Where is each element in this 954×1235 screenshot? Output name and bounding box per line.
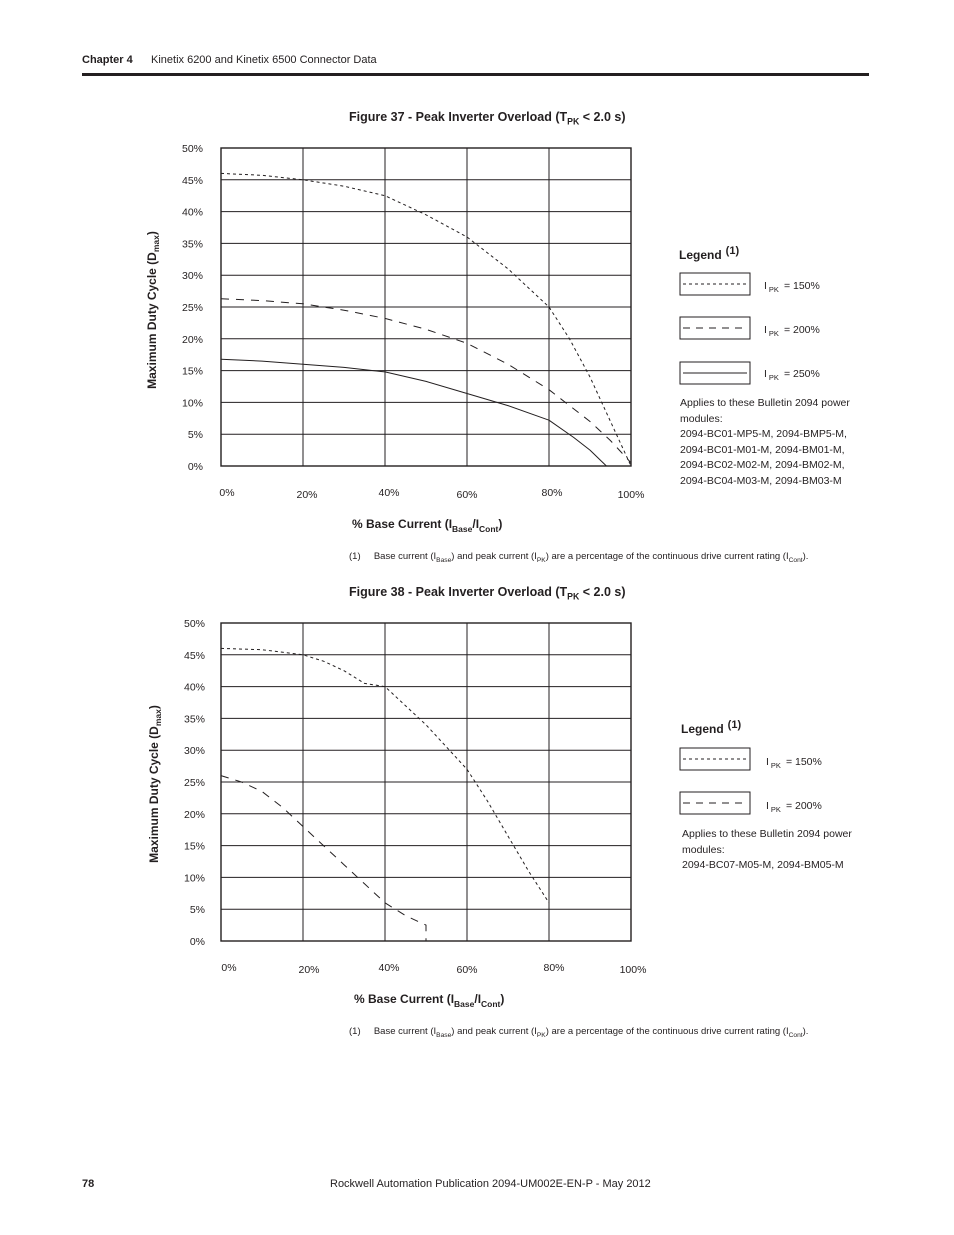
svg-text:IPK= 200%: I $_{PK}$ = 200% [764,324,820,338]
series-line-1 [221,776,426,941]
legend-item-200 [680,792,822,814]
x-tick-label: 100% [619,964,647,976]
y-tick-label: 10% [181,397,203,410]
x-tick-label: 80% [541,487,563,499]
y-tick-label: 30% [183,745,205,758]
x-tick-label: 20% [296,489,318,501]
y-tick-label: 25% [183,777,205,789]
x-tick-label: 80% [543,962,565,974]
y-tick-label: 35% [183,713,205,726]
y-tick-label: 35% [181,238,203,251]
tick-labels [184,618,646,976]
figure-38-title: Figure 38 - Peak Inverter Overload ($T_{PK} < 2.0$ s) [349,585,626,602]
y-axis-label: Maximum Duty Cycle $(D_{max})$ [147,705,163,863]
x-axis-label: % Base Current $(I_{Base}/I_{Cont})$ [352,517,503,534]
y-axis-label: Maximum Duty Cycle $(D_{max})$ [145,231,161,389]
y-tick-label: 0% [187,461,203,473]
figure-38-applies-note: Applies to these Bulletin 2094 power modules: 2094-BC07-M05-M, 2094-BM05-M [682,828,852,871]
x-tick-label: 40% [378,962,400,974]
svg-text:IPK= 250%: I $_{PK}$ = 250% [764,368,820,382]
y-tick-label: 25% [181,302,203,314]
legend-title: Legend (1) [681,719,742,736]
chapter-title: Kinetix 6200 and Kinetix 6500 Connector Data [151,54,377,66]
figure-37-applies-note: Applies to these Bulletin 2094 power modules: 2094-BC01-MP5-M, 2094-BMP5-M, 2094-BC01-M01-M, 2094-BM01-M, 2094-BC02-M02-M, 2094-BM02-M, 2094-BC04-M03-M, 2094-BM03-M [680,397,850,487]
x-tick-label: 60% [456,964,478,976]
y-tick-label: 45% [181,174,203,187]
svg-text:IPK= 150%: I $_{PK}$ = 150% [764,280,820,294]
figure-37-footnote: (1) Base current $(I_{Base})$ and peak current $(I_{PK})$ are a percentage of the continuous drive current rating $(I_{Cont})$. [349,551,809,564]
y-tick-label: 30% [181,270,203,283]
y-tick-label: 0% [189,936,205,948]
figure-37-title: Figure 37 - Peak Inverter Overload ($T_{PK} < 2.0$ s) [349,110,626,127]
page-number: 78 [82,1178,95,1190]
y-tick-label: 40% [181,206,203,219]
x-tick-label: 40% [378,487,400,499]
y-tick-label: 45% [183,649,205,662]
y-tick-label: 10% [183,872,205,885]
svg-text:IPK= 200%: I $_{PK}$ = 200% [766,800,822,814]
x-tick-label: 60% [456,489,478,501]
y-tick-label: 5% [189,904,205,917]
chapter-label: Chapter 4 [82,54,133,66]
y-tick-label: 20% [181,333,203,346]
x-tick-label: 100% [617,489,645,501]
y-tick-label: 40% [183,681,205,694]
legend-item-150 [680,748,822,770]
y-tick-label: 15% [183,840,205,853]
x-tick-label: 0% [221,962,237,974]
svg-text:IPK= 150%: I $_{PK}$ = 150% [766,756,822,770]
x-axis-label: % Base Current $(I_{Base}/I_{Cont})$ [354,992,505,1009]
y-tick-label: 50% [183,618,205,630]
y-tick-label: 5% [187,429,203,442]
figure-38-footnote: (1) Base current $(I_{Base})$ and peak current $(I_{PK})$ are a percentage of the continuous drive current rating $(I_{Cont})$. [349,1026,809,1039]
legend-title: Legend (1) [679,245,740,262]
publication-info: Rockwell Automation Publication 2094-UM002E-EN-P - May 2012 [330,1178,651,1190]
x-tick-label: 20% [298,964,320,976]
y-tick-label: 50% [181,143,203,155]
y-tick-label: 15% [181,365,203,378]
x-tick-label: 0% [219,487,235,499]
chart-grid [221,623,631,941]
y-tick-label: 20% [183,808,205,821]
